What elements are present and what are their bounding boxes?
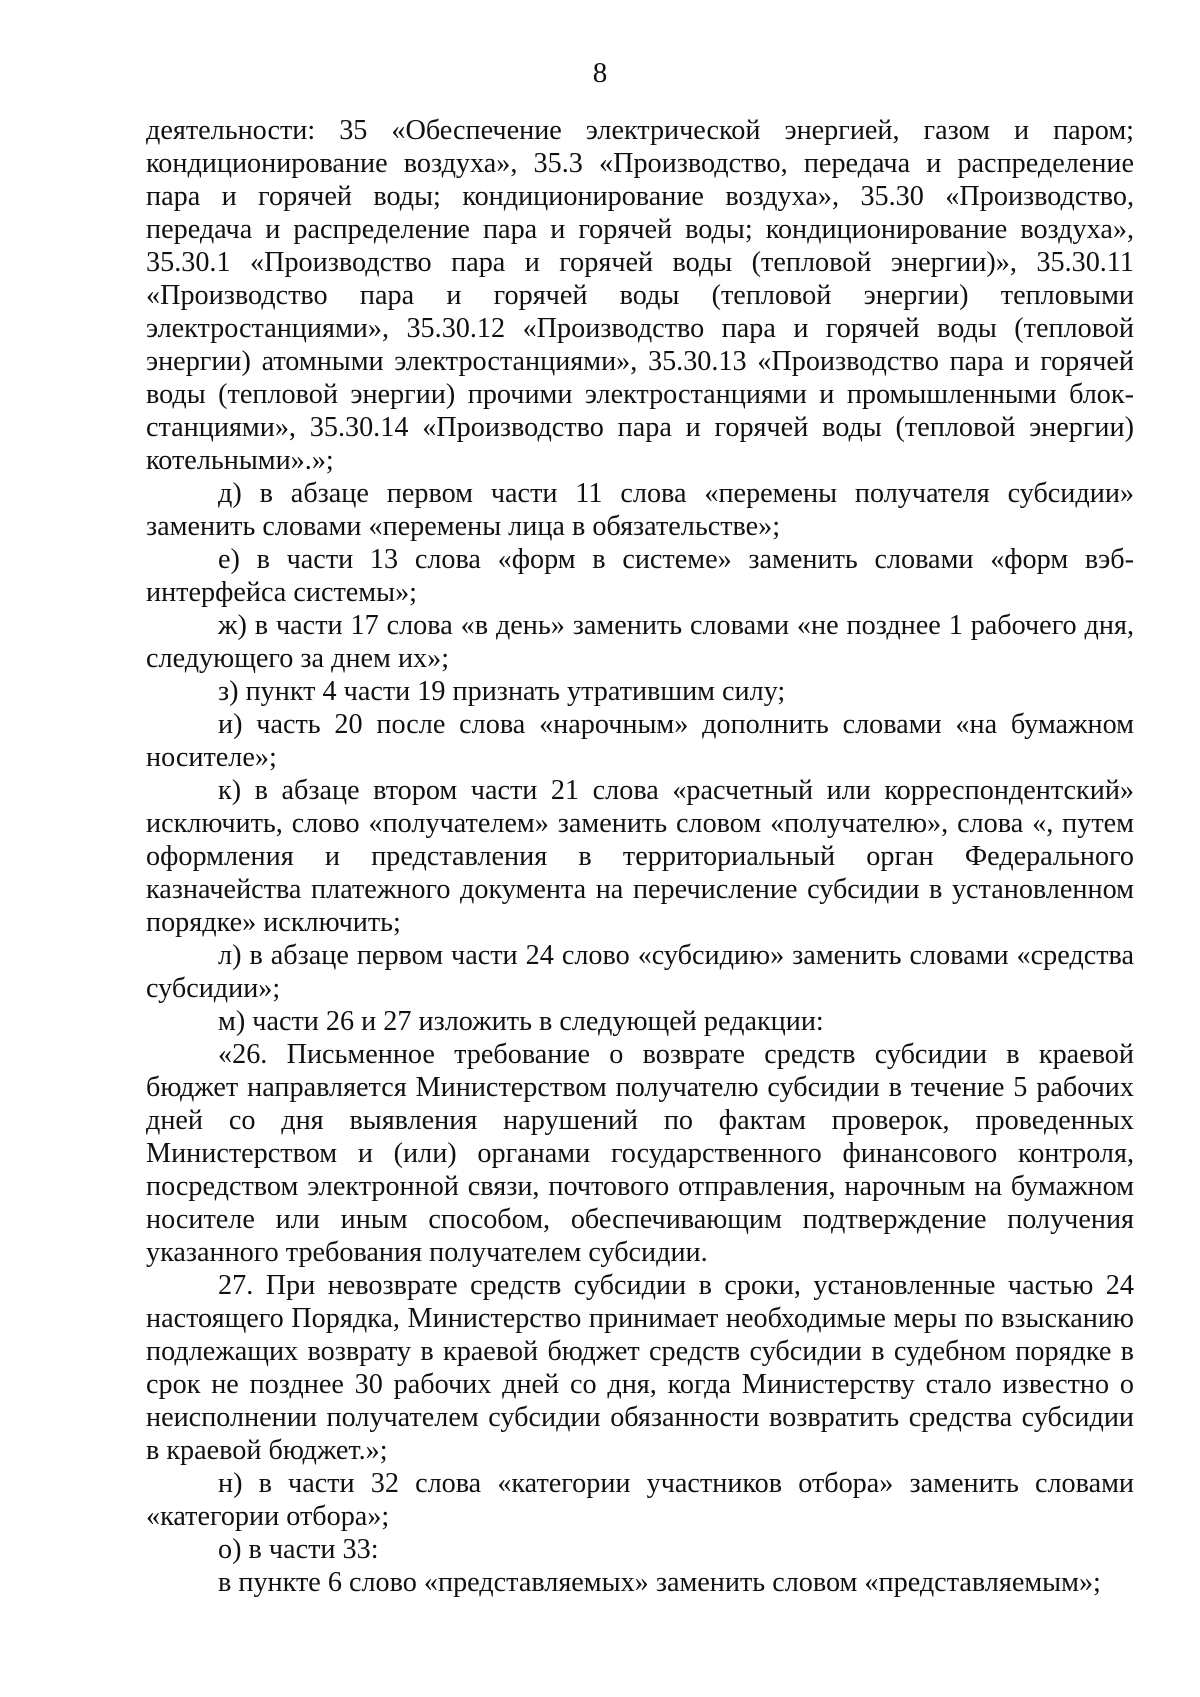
- paragraph-section-26: «26. Письменное требование о возврате средств субсидии в краевой бюджет направляется Министерством получателю субсидии в течение 5 рабочих дней со дня выявления нарушений по фактам проверок, проведенных Министерством и (или) органами государственного финансового контроля, посредством электронной связи, почтового отправления, нарочным на бумажном носителе или иным способом, обеспечивающим подтверждение получения указанного требования получателем субсидии.: [146, 1039, 1134, 1268]
- paragraph-section-27: 27. При невозврате средств субсидии в сроки, установленные частью 24 настоящего Порядка, Министерство принимает необходимые меры по взысканию подлежащих возврату в краевой бюджет средств субсидии в судебном порядке в срок не позднее 30 рабочих дней со дня, когда Министерству стало известно о неисполнении получателем субсидии обязанности возвратить средства субсидии в краевой бюджет.»;: [146, 1270, 1134, 1466]
- paragraph-item-z: з) пункт 4 части 19 признать утратившим силу;: [218, 676, 786, 707]
- paragraph-item-e: е) в части 13 слова «форм в системе» заменить словами «форм вэб-интерфейса системы»;: [146, 544, 1134, 608]
- paragraph-item-k: к) в абзаце втором части 21 слова «расчетный или корреспондентский» исключить, слово «получателем» заменить словом «получателю», слова «, путем оформления и представления в территориальный орган Федерального казначейства платежного документа на перечисление субсидии в установленном порядке» исключить;: [146, 775, 1134, 938]
- paragraph-item-m: м) части 26 и 27 изложить в следующей редакции:: [218, 1006, 824, 1037]
- paragraph-item-d: д) в абзаце первом части 11 слова «перемены получателя субсидии» заменить словами «перемены лица в обязательстве»;: [146, 478, 1134, 542]
- paragraph-item-o-point-6: в пункте 6 слово «представляемых» заменить словом «представляемым»;: [218, 1567, 1101, 1598]
- paragraph-item-zh: ж) в части 17 слова «в день» заменить словами «не позднее 1 рабочего дня, следующего за днем их»;: [146, 610, 1134, 674]
- paragraph-item-l: л) в абзаце первом части 24 слово «субсидию» заменить словами «средства субсидии»;: [146, 940, 1134, 1004]
- paragraph-activity-codes: деятельности: 35 «Обеспечение электрической энергией, газом и паром; кондиционирование воздуха», 35.3 «Производство, передача и распределение пара и горячей воды; кондиционирование воздуха», 35.30 «Производство, передача и распределение пара и горячей воды; кондиционирование воздуха», 35.30.1 «Производство пара и горячей воды (тепловой энергии)», 35.30.11 «Производство пара и горячей воды (тепловой энергии) тепловыми электростанциями», 35.30.12 «Производство пара и горячей воды (тепловой энергии) атомными электростанциями», 35.30.13 «Производство пара и горячей воды (тепловой энергии) прочими электростанциями и промышленными блок-станциями», 35.30.14 «Производство пара и горячей воды (тепловой энергии) котельными».»;: [146, 115, 1134, 476]
- page-number: 8: [592, 57, 608, 89]
- paragraph-item-n: н) в части 32 слова «категории участников отбора» заменить словами «категории отбора»;: [146, 1468, 1134, 1532]
- paragraph-item-o: о) в части 33:: [218, 1534, 379, 1565]
- document-body: [146, 114, 1134, 1599]
- paragraph-item-i: и) часть 20 после слова «нарочным» дополнить словами «на бумажном носителе»;: [146, 709, 1134, 773]
